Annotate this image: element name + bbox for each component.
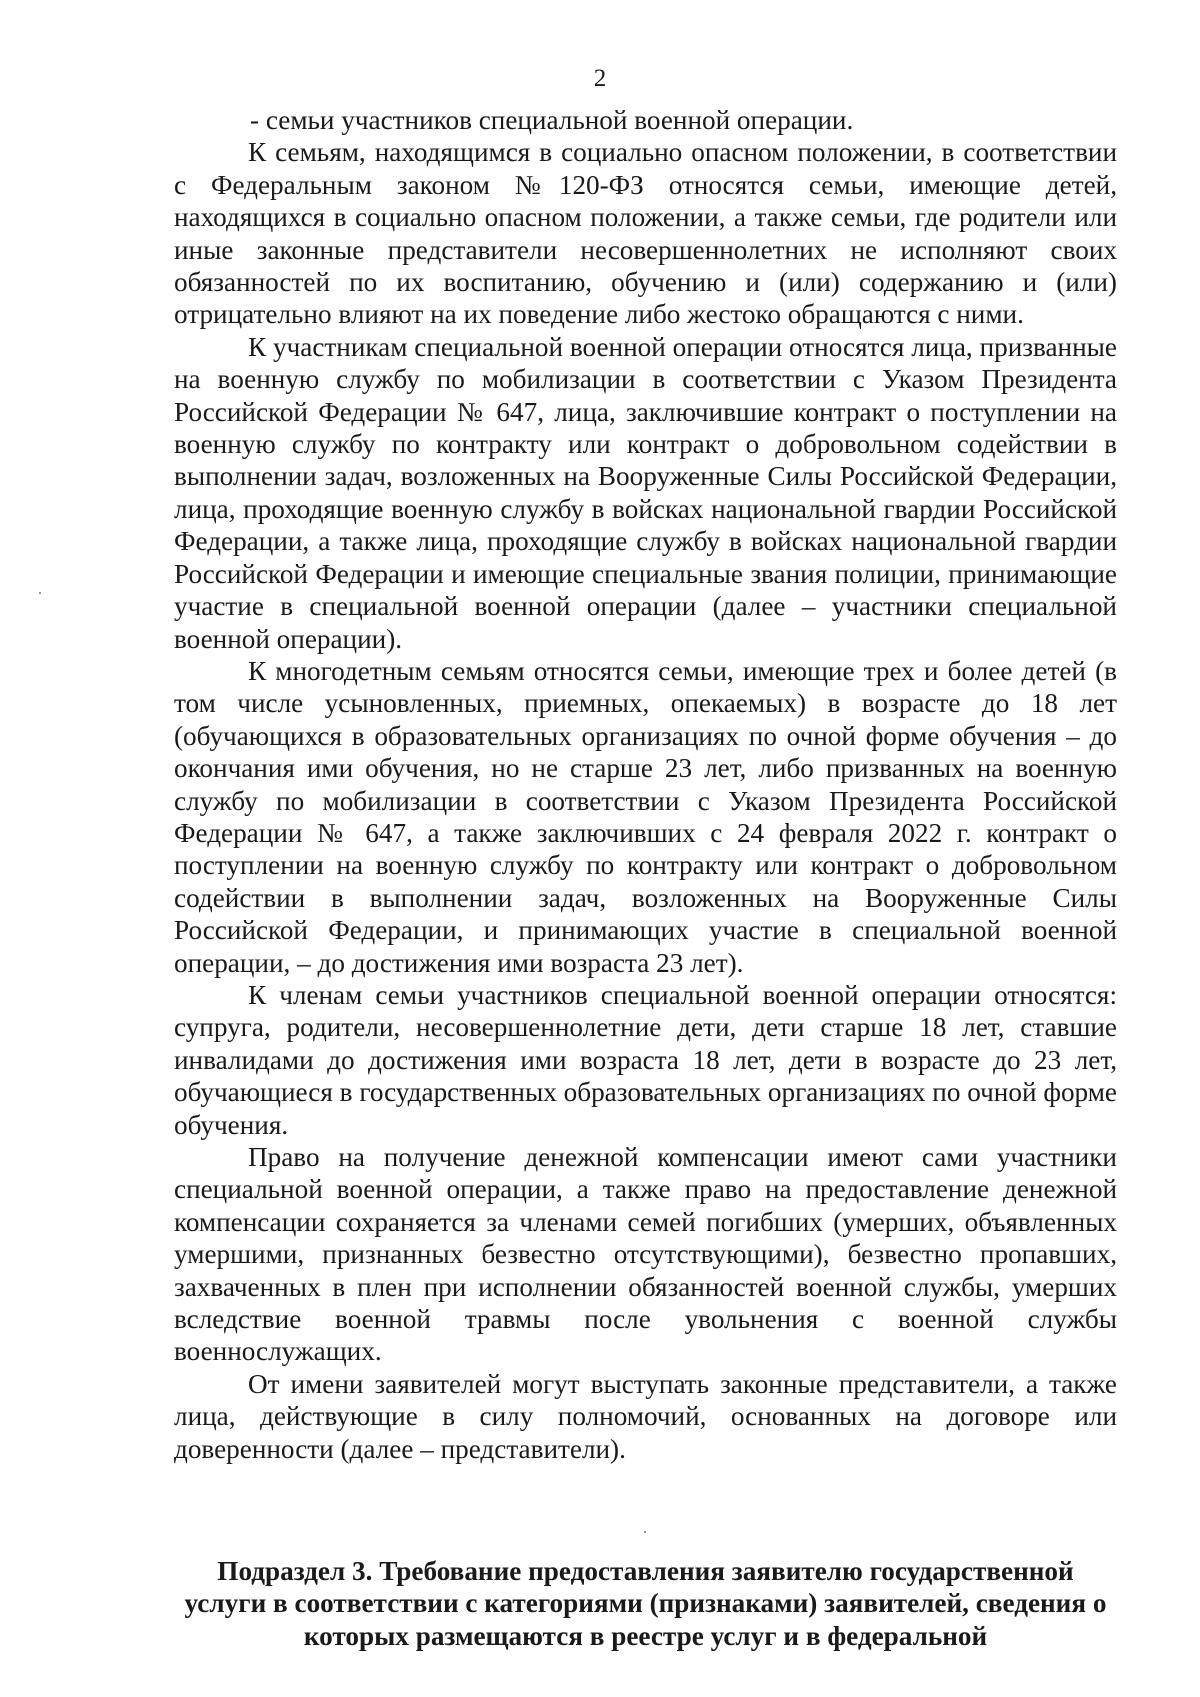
paragraph-large-families: К многодетным семьям относятся семьи, имеющие трех и более детей (в том числе усыновленных, приемных, опекаемых) в возрасте до 18 лет (обучающихся в образовательных организациях по очной форме обучения – до окончания ими обучения, но не старше 23 лет, либо призванных на военную службу по мобилизации в соответствии с Указом Президента Российской Федерации № 647, а также заключивших с 24 февраля 2022 г. контракт о поступлении на военную службу по контракту или контракт о добровольном содействии в выполнении задач, возложенных на Вооруженные Силы Российской Федерации, и принимающих участие в специальной военной операции, – до достижения ими возраста 23 лет). bbox=[174, 655, 1117, 978]
paragraph-svo-family-members: К членам семьи участников специальной военной операции относятся: супруга, родители, несовершеннолетние дети, дети старше 18 лет, ставшие инвалидами до достижения ими возраста 18 лет, дети в возрасте до 23 лет, обучающиеся в государственных образовательных организациях по очной форме обучения. bbox=[174, 979, 1117, 1140]
body-text bbox=[174, 104, 1117, 1465]
paragraph-socially-dangerous-families: К семьям, находящимся в социально опасном положении, в соответствии с Федеральным законом №120-ФЗ относятся семьи, имеющие детей, находящихся в социально опасном положении, а также семьи, где родители или иные законные представители несовершеннолетних не исполняют своих обязанностей по их воспитанию, обучению и (или) содержанию и (или) отрицательно влияют на их поведение либо жестоко обращаются с ними. bbox=[174, 137, 1117, 330]
scan-artifact bbox=[644, 1531, 646, 1533]
paragraph-svo-families-list-item: - семьи участников специальной военной операции. bbox=[250, 105, 854, 135]
page-number: 2 bbox=[593, 65, 607, 92]
paragraph-svo-participants: К участникам специальной военной операции относятся лица, призванные на военную службу по мобилизации в соответствии с Указом Президента Российской Федерации № 647, лица, заключившие контракт о поступлении на военную службу по контракту или контракт о добровольном содействии в выполнении задач, возложенных на Вооруженные Силы Российской Федерации, лица, проходящие военную службу в войсках национальной гвардии Российской Федерации, а также лица, проходящие службу в войсках национальной гвардии Российской Федерации и имеющие специальные звания полиции, принимающие участие в специальной военной операции (далее – участники специальной военной операции). bbox=[174, 331, 1117, 654]
section-heading: Подраздел 3. Требование предоставления заявителю государственной услуги в соответствии с категориями (признаками) заявителей, сведения о которых размещаются в реестре услуг и в федеральной bbox=[184, 1556, 1107, 1651]
scan-artifact bbox=[39, 592, 41, 594]
paragraph-compensation-right: Право на получение денежной компенсации имеют сами участники специальной военной операции, а также право на предоставление денежной компенсации сохраняется за членами семей погибших (умерших, объявленных умершими, признанных безвестно отсутствующими), безвестно пропавших, захваченных в плен при исполнении обязанностей военной службы, умерших вследствие военной травмы после увольнения с военной службы военнослужащих. bbox=[174, 1142, 1117, 1367]
paragraph-representatives: От имени заявителей могут выступать законные представители, а также лица, действующие в силу полномочий, основанных на договоре или доверенности (далее – представители). bbox=[174, 1368, 1117, 1464]
